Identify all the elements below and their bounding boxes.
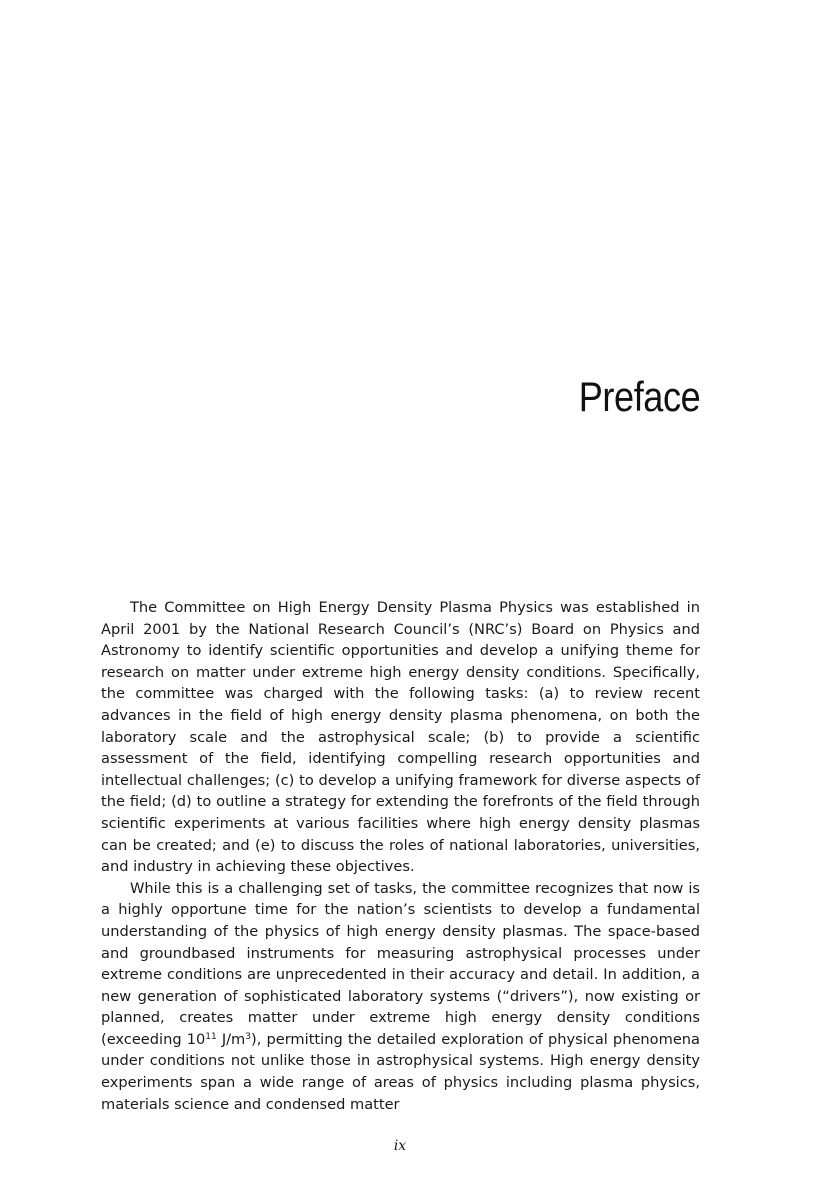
paragraph-2 [101, 878, 700, 1116]
paragraph-2-text-c: ), permitting the detailed exploration of physical phenomena under conditions not unlike those in astrophysical systems. High energy density experiments span a wide range of areas of physics including plasma physics, materials science and condensed matter [101, 1030, 700, 1113]
body-text [101, 597, 700, 1115]
paragraph-2-text-a: While this is a challenging set of tasks, the committee recognizes that now is a highly opportune time for the nation’s scientists to develop a fundamental understanding of the physics of high energy density plasmas. The space-based and groundbased instruments for measuring astrophysical processes under extreme conditions are unprecedented in their accuracy and detail. In addition, a new generation of sophisticated laboratory systems (“drivers”), now existing or planned, creates matter under extreme high energy density conditions (exceeding 10 [101, 879, 700, 1048]
paragraph-2-text-b: J/m [216, 1030, 246, 1048]
exponent-11: 11 [205, 1031, 217, 1042]
chapter-title: Preface [578, 373, 700, 420]
paragraph-1: The Committee on High Energy Density Plasma Physics was established in April 2001 by the National Research Council’s (NRC’s) Board on Physics and Astronomy to identify scientific opportunities and develop a unifying theme for research on matter under extreme high energy density conditions. Specifically, the committee was charged with the following tasks: (a) to review recent advances in the field of high energy density plasma phenomena, on both the laboratory scale and the astrophysical scale; (b) to provide a scientific assessment of the field, identifying compelling research opportunities and intellectual challenges; (c) to develop a unifying framework for diverse aspects of the field; (d) to outline a strategy for extending the forefronts of the field through scientific experiments at various facilities where high energy density plasmas can be created; and (e) to discuss the roles of national laboratories, universities, and industry in achieving these objectives. [101, 599, 700, 876]
page-number: ix [393, 1138, 407, 1154]
exponent-3: 3 [245, 1031, 252, 1042]
